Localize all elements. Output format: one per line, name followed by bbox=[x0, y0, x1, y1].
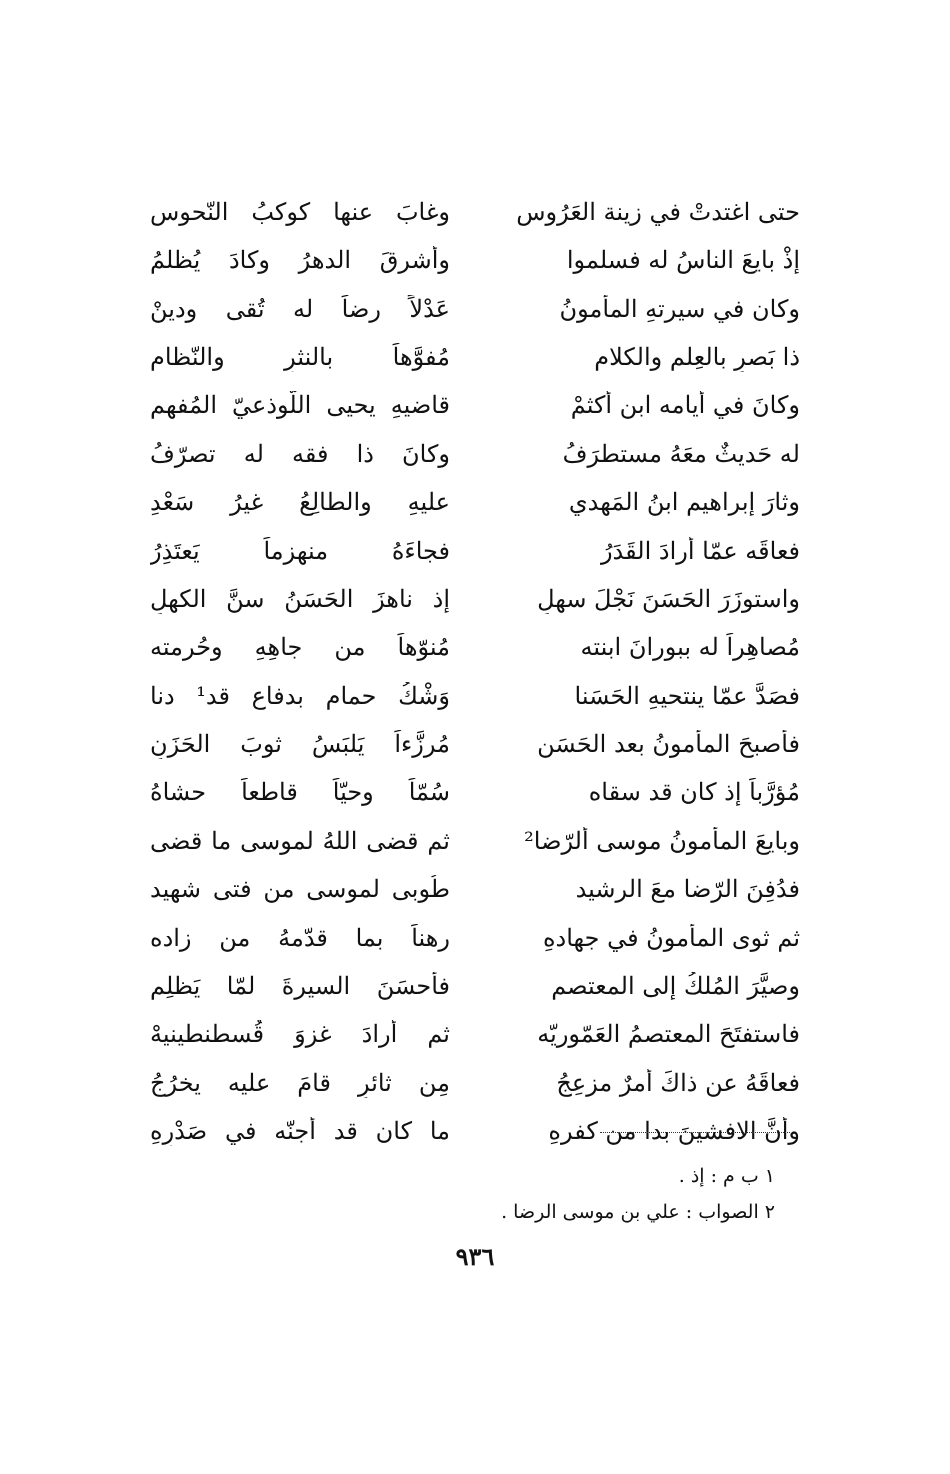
verse bbox=[150, 478, 800, 526]
verse-second-hemistich: وَشْكُ حمامٍ بدفاعٍ قد¹ دنا bbox=[150, 681, 450, 710]
footnote-2: ٢ الصواب : علي بن موسى الرضا . bbox=[501, 1201, 775, 1223]
verse-second-hemistich: عَدْلاً رضاً له تُقى ودينْ bbox=[150, 294, 450, 323]
verse-first-hemistich: وثارَ إبراهيم ابنُ المَهدي bbox=[568, 488, 800, 517]
footnote-1: ١ ب م : إذ . bbox=[678, 1165, 775, 1187]
verse-first-hemistich: وبايعَ المأمونُ موسى ألرّضا² bbox=[524, 826, 800, 855]
verse-second-hemistich: مِن ثائرٍ قامَ عليه يخرُجُ bbox=[150, 1068, 450, 1097]
verse-first-hemistich: ثم ثوى المأمونُ في جهادهِ bbox=[542, 923, 800, 952]
verse-second-hemistich: ثم قضى اللهُ لموسى ما قضى bbox=[150, 826, 450, 855]
verse-first-hemistich: حتى اغتدتْ في زينة العَرُوسِ bbox=[516, 197, 800, 226]
verse-second-hemistich: وأشرقَ الدهرُ وكادَ يُظلمُ bbox=[150, 246, 450, 275]
verse-second-hemistich: ما كان قد أجنّه في صَدْرِهِ bbox=[150, 1117, 450, 1146]
verse-second-hemistich: إذ ناهزَ الحَسَنُ سنَّ الكهلِ bbox=[150, 584, 450, 613]
verse-second-hemistich: ثم أرادَ غزوَ قُسطنطينيهْ bbox=[150, 1020, 450, 1049]
verse-second-hemistich: طُوبى لموسى من فتى شهيد bbox=[150, 875, 450, 904]
verse bbox=[150, 1059, 800, 1107]
verse-first-hemistich: وأنَّ الافشينَ بدا من كفرهِ bbox=[548, 1117, 800, 1146]
verse-first-hemistich: فعاقَه عمّا أرادَ القَدَرُ bbox=[600, 536, 800, 565]
verse bbox=[150, 1011, 800, 1059]
verse-second-hemistich: مُرزَّءاً يَلبَسُ ثوبَ الحَزَنِ bbox=[150, 730, 450, 759]
verse-second-hemistich: مُفوَّهاً بالنثرِ والنّظامِ bbox=[150, 342, 450, 371]
verse-first-hemistich: فصَدَّ عمّا ينتحيهِ الحَسَنا bbox=[574, 681, 800, 710]
verse-second-hemistich: عليهِ والطالِعُ غيرُ سَعْدِ bbox=[150, 488, 450, 517]
verse-first-hemistich: واستوزَرَ الحَسَنَ نَجْلَ سهلِ bbox=[537, 584, 800, 613]
verse-second-hemistich: مُنوّهاً من جاهِهِ وحُرمته bbox=[150, 633, 450, 662]
verse-first-hemistich: فعاقَهُ عن ذاكَ أمرٌ مزعِجُ bbox=[556, 1068, 800, 1097]
verse-second-hemistich: وكانَ ذا فقه له تصرّفُ bbox=[150, 439, 450, 468]
verse bbox=[150, 382, 800, 430]
verse-first-hemistich: إذْ بايعَ الناسُ له فسلموا bbox=[566, 246, 800, 275]
verse bbox=[150, 527, 800, 575]
verse-second-hemistich: وغابَ عنها كوكبُ النّحوسِ bbox=[150, 197, 450, 226]
verse bbox=[150, 962, 800, 1010]
verse bbox=[150, 817, 800, 865]
verse-first-hemistich: ذا بَصرٍ بالعِلمِ والكلامِ bbox=[594, 342, 800, 371]
verse bbox=[150, 914, 800, 962]
verse-second-hemistich: فجاءَهُ منهزماً يَعتَذِرُ bbox=[150, 536, 450, 565]
verse-second-hemistich: فأحسَنَ السيرةَ لمّا يَظلِمِ bbox=[150, 972, 450, 1001]
verse bbox=[150, 188, 800, 236]
verse-first-hemistich: فدُفِنَ الرّضا معَ الرشيد bbox=[575, 875, 800, 904]
verse-first-hemistich: له حَديثٌ معَهُ مستطرَفُ bbox=[562, 439, 800, 468]
verse-first-hemistich: مُصاهِراً له ببورانَ ابنته bbox=[580, 633, 800, 662]
verse-first-hemistich: مُؤرَّباً إذ كان قد سقاه bbox=[588, 778, 800, 807]
verse bbox=[150, 430, 800, 478]
page-number: ٩٣٦ bbox=[455, 1242, 495, 1271]
verse bbox=[150, 236, 800, 284]
verse bbox=[150, 720, 800, 768]
verse-first-hemistich: فأصبحَ المأمونُ بعد الحَسَنِ bbox=[537, 730, 800, 759]
verse bbox=[150, 575, 800, 623]
verse bbox=[150, 624, 800, 672]
verse-second-hemistich: سُمّاً وحيّاً قاطعاً حشاهُ bbox=[150, 778, 450, 807]
verse-first-hemistich: وصيَّرَ المُلكُ إلى المعتصمِ bbox=[551, 972, 800, 1001]
verse-first-hemistich: فاستفتَحَ المعتصمُ العَمّوريّه bbox=[537, 1020, 800, 1049]
verse-second-hemistich: قاضيهِ يحيى اللّوذعيّ المُفهم bbox=[150, 391, 450, 420]
footnotes bbox=[275, 1158, 775, 1230]
verse-first-hemistich: وكانَ في أيامه ابن أكثمْ bbox=[570, 391, 800, 420]
verse bbox=[150, 672, 800, 720]
verse-second-hemistich: رهناً بما قدّمهُ من زاده bbox=[150, 923, 450, 952]
verse bbox=[150, 285, 800, 333]
verse bbox=[150, 865, 800, 913]
poem bbox=[150, 188, 800, 1156]
footnote-divider bbox=[600, 1132, 790, 1133]
verse bbox=[150, 333, 800, 381]
verse bbox=[150, 769, 800, 817]
verse-first-hemistich: وكان في سيرتهِ المأمونُ bbox=[559, 294, 800, 323]
